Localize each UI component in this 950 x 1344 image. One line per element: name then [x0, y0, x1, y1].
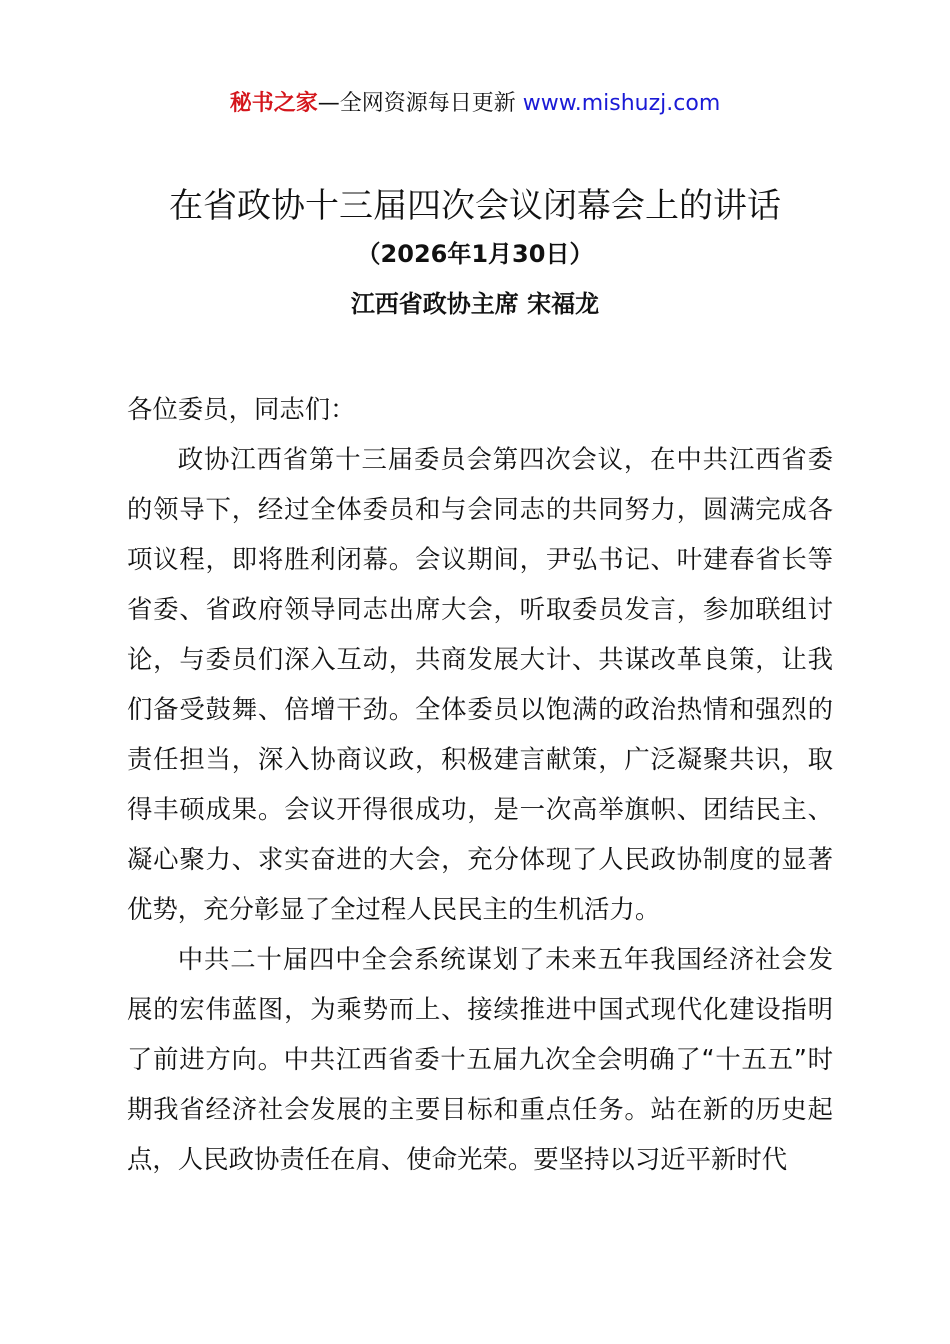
paragraph-2: 中共二十届四中全会系统谋划了未来五年我国经济社会发展的宏伟蓝图，为乘势而上、接续推进中国式现代化建设指明了前进方向。中共江西省委十五届九次全会明确了“十五五”时期我省经济社会发展的主要目标和重点任务。站在新的历史起点，人民政协责任在肩、使命光荣。要坚持以习近平新时代	[127, 944, 833, 1174]
document-author: 江西省政协主席 宋福龙	[350, 290, 600, 318]
page-header	[0, 88, 950, 120]
document-date: （2026年1月30日）	[356, 240, 594, 268]
document-body	[127, 384, 833, 1184]
document-title: 在省政协十三届四次会议闭幕会上的讲话	[169, 186, 781, 226]
site-url-link[interactable]: www.mishuzj.com	[522, 91, 721, 116]
salutation: 各位委员，同志们：	[127, 394, 356, 424]
header-tagline: —全网资源每日更新	[317, 91, 523, 116]
paragraph-1: 政协江西省第十三届委员会第四次会议，在中共江西省委的领导下，经过全体委员和与会同志的共同努力，圆满完成各项议程，即将胜利闭幕。会议期间，尹弘书记、叶建春省长等省委、省政府领导同志出席大会，听取委员发言，参加联组讨论，与委员们深入互动，共商发展大计、共谋改革良策，让我们备受鼓舞、倍增干劲。全体委员以饱满的政治热情和强烈的责任担当，深入协商议政，积极建言献策，广泛凝聚共识，取得丰硕成果。会议开得很成功，是一次高举旗帜、团结民主、凝心聚力、求实奋进的大会，充分体现了人民政协制度的显著优势，充分彰显了全过程人民民主的生机活力。	[127, 444, 833, 924]
brand-name: 秘书之家	[229, 91, 318, 116]
